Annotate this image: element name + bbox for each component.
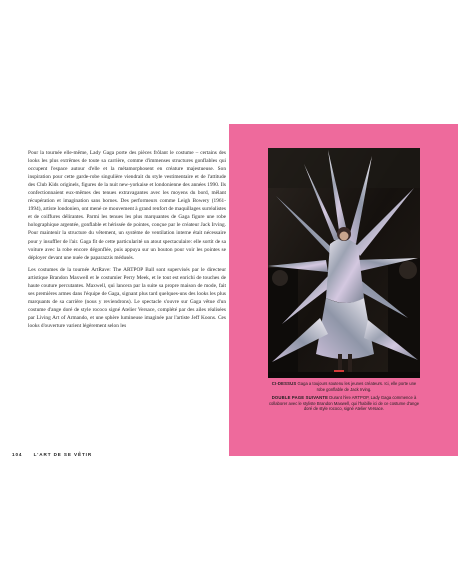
left-page [0,0,228,566]
gaga-spiked-dress-photo [268,148,420,378]
caption-1 [268,381,420,392]
right-page-pink-panel [229,124,458,456]
page-number: 104 [12,452,23,457]
running-title: L'ART DE SE VÊTIR [33,452,93,457]
body-paragraph-2: Les costumes de la tournée ArtRave: The ARTPOP Ball sont supervisés par le directeur artistique Brandon Maxwell et le costumier Perry Meek, et le tout est enrichi de touches de haute couture percutantes. Maxwell, qui lancera par la suite sa propre maison de mode, fait ses premières armes dans l'équipe de Gaga, signant plus tard quelques-uns des looks les plus marquants de sa carrière (nous y reviendrons). Le spectacle s'ouvre sur Gaga vêtue d'un costume d'ange doré de style rococo signé Atelier Versace, complété par des ailes réalisées par Living Art of Armando, et une sphère lumineuse imaginée par l'artiste Jeff Koons. Ces looks d'ouverture varient légèrement selon les [28,266,226,329]
body-paragraph-1: Pour la tournée elle-même, Lady Gaga porte des pièces frôlant le costume – certains des looks les plus extrêmes de toute sa carrière, comme d'immenses structures gonflables qui occupent l'espace autour d'elle et la métamorphosent en créature majestueuse. Son inspiration pour cette garde-robe singulière viendrait du style vestimentaire et de l'attitude des Club Kids originels, figures de la nuit new-yorkaise et londonienne des années 1990. Ils confectionnaient eux-mêmes des tenues extravagantes avec les moyens du bord, mêlant récupération et imagination sans bornes. Des performeurs comme Leigh Bowery (1961-1994), artiste londonien, ont mené ce mouvement à grand renfort de maquillages surréalistes et de coiffures délirantes. Parmi les tenues les plus marquantes de Gaga figure une robe holographique argentée, gonflable et hérissée de pointes, conçue par le créateur Jack Irving. Pour maintenir la structure du vêtement, un système de ventilation interne était nécessaire pour y insuffler de l'air. Gaga fit de cette particularité un atout spectaculaire: elle sortit de sa voiture avec la robe encore dégonflée, puis appuya sur un bouton pour voir les pointes se déployer devant une nuée de paparazzis médusés. [28,150,226,261]
caption-1-lead: CI-DESSUS [271,381,297,386]
caption-2-text: Durant l'ère ARTPOP, Lady Gaga commence à collaborer avec le styliste Brandon Maxwell, qui l'habille ici de ce costume d'ange doré de style rococo, signé Atelier Versace. [268,395,420,412]
body-text [28,149,226,330]
photo-caption [268,381,420,412]
page-footer [12,452,222,457]
caption-1-text: Gaga a toujours soutenu les jeunes créateurs. Ici, elle porte une robe gonflable de Jack Irving. [296,381,417,392]
caption-2 [268,395,420,412]
caption-2-lead: DOUBLE PAGE SUIVANTE [271,395,329,401]
photo-illustration [268,148,420,378]
